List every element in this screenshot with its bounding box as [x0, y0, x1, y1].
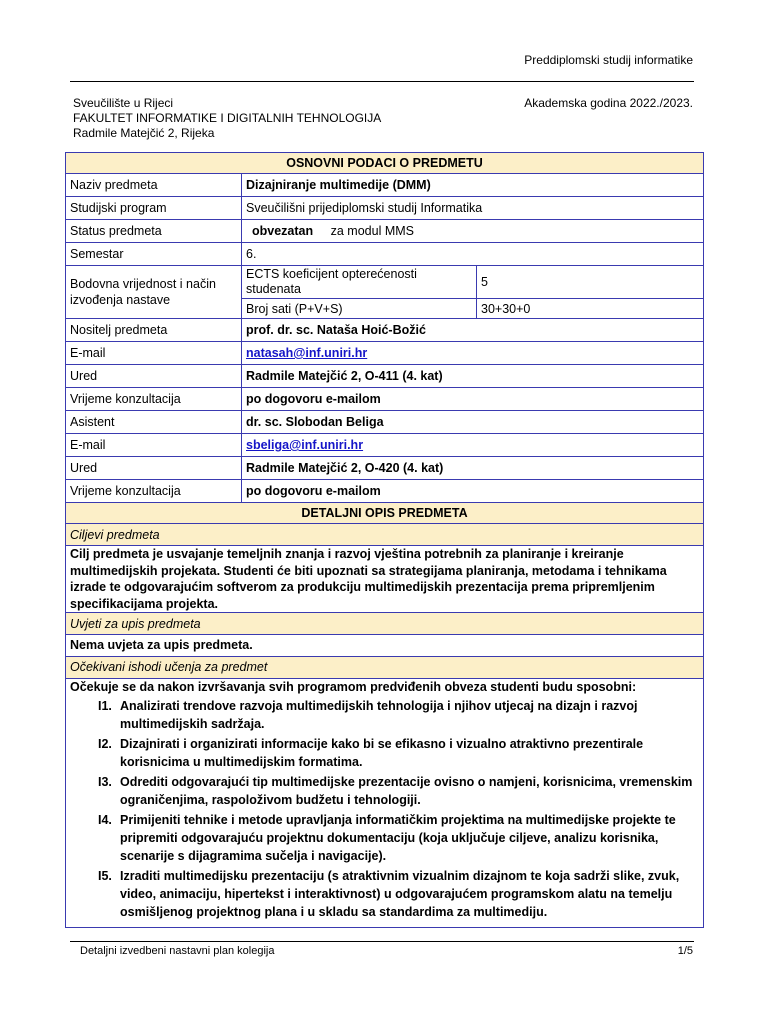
table-row — [66, 457, 704, 480]
basic-info-heading: OSNOVNI PODACI O PREDMETU — [66, 153, 704, 174]
table-row — [66, 220, 704, 243]
course-name-label: Naziv predmeta — [66, 174, 242, 197]
table-row — [66, 388, 704, 411]
outcome-number: I5. — [98, 869, 112, 883]
page-number: 1/5 — [677, 945, 693, 957]
institution-block — [73, 96, 381, 141]
assistant-email-cell — [242, 434, 704, 457]
faculty-name: FAKULTET INFORMATIKE I DIGITALNIH TEHNOLOGIJA — [73, 111, 382, 125]
outcome-number: I2. — [98, 737, 112, 751]
detail-heading: DETALJNI OPIS PREDMETA — [66, 503, 704, 524]
table-row — [66, 480, 704, 503]
status-label: Status predmeta — [66, 220, 242, 243]
prereq-label: Uvjeti za upis predmeta — [66, 613, 704, 635]
status-module: za modul MMS — [330, 224, 414, 238]
footer-divider — [70, 941, 694, 942]
outcome-number: I4. — [98, 813, 112, 827]
ects-value: 5 — [477, 266, 704, 299]
footer-title: Detaljni izvedbeni nastavni plan kolegija — [80, 945, 275, 957]
assistant-consult-label: Vrijeme konzultacija — [66, 480, 242, 503]
table-row — [66, 365, 704, 388]
assistant-label: Asistent — [66, 411, 242, 434]
assistant-name: dr. sc. Slobodan Beliga — [242, 411, 704, 434]
course-info-table — [65, 152, 704, 928]
list-item — [70, 697, 699, 733]
holder-email-label: E-mail — [66, 342, 242, 365]
table-row — [66, 342, 704, 365]
outcome-text: Analizirati trendove razvoja multimedijskih tehnologija i njihov utjecaj na dizajn i razvoj multimedijskih sadržaja. — [120, 699, 638, 731]
holder-office-label: Ured — [66, 365, 242, 388]
outcome-text: Dizajnirati i organizirati informacije kako bi se efikasno i vizualno atraktivno prezentirale korisnicima u multimedijskim formatima. — [120, 737, 644, 769]
study-program-header: Preddiplomski studij informatike — [524, 53, 693, 67]
outcomes-cell — [66, 678, 704, 928]
outcomes-list — [70, 697, 699, 921]
academic-year: Akademska godina 2022./2023. — [524, 96, 693, 110]
assistant-office-label: Ured — [66, 457, 242, 480]
semester-label: Semestar — [66, 243, 242, 266]
goals-text: Cilj predmeta je usvajanje temeljnih znanja i razvoj vještina potrebnih za planiranje i kreiranje multimedijskih projekata. Studenti će biti upoznati sa strategijama planiranja, metodama i tehnikama izrade te odgovarajućim softverom za produkciju multimedijskih prezentacija prema pripremljenim specifikacijama projekta. — [66, 546, 704, 613]
table-row — [66, 174, 704, 197]
holder-label: Nositelj predmeta — [66, 319, 242, 342]
table-row — [66, 411, 704, 434]
status-mandatory: obvezatan — [252, 224, 314, 238]
holder-consult: po dogovoru e-mailom — [242, 388, 704, 411]
outcomes-label: Očekivani ishodi učenja za predmet — [66, 656, 704, 678]
outcome-text: Primijeniti tehnike i metode upravljanja informatičkim projektima na multimedijske projekte te pripremiti odgovarajuću projektnu dokumentaciju (koja uključuje ciljeve, analizu korisnika, scenarije s dijagramima sučelja i navigacije). — [120, 813, 676, 863]
status-value — [242, 220, 704, 243]
university-name: Sveučilište u Rijeci — [73, 96, 174, 110]
holder-email-cell — [242, 342, 704, 365]
assistant-email-label: E-mail — [66, 434, 242, 457]
assistant-consult: po dogovoru e-mailom — [242, 480, 704, 503]
ects-group-label: Bodovna vrijednost i način izvođenja nastave — [66, 266, 242, 319]
program-value: Sveučilišni prijediplomski studij Informatika — [242, 197, 704, 220]
table-row — [66, 319, 704, 342]
hours-value: 30+30+0 — [477, 299, 704, 319]
goals-label: Ciljevi predmeta — [66, 524, 704, 546]
course-name: Dizajniranje multimedije (DMM) — [242, 174, 704, 197]
assistant-office: Radmile Matejčić 2, O-420 (4. kat) — [242, 457, 704, 480]
table-row — [66, 434, 704, 457]
program-label: Studijski program — [66, 197, 242, 220]
outcome-number: I3. — [98, 775, 112, 789]
table-row — [66, 266, 704, 299]
list-item — [70, 735, 699, 771]
list-item — [70, 773, 699, 809]
holder-name: prof. dr. sc. Nataša Hoić-Božić — [242, 319, 704, 342]
header-divider — [70, 81, 694, 82]
prereq-text: Nema uvjeta za upis predmeta. — [66, 635, 704, 657]
outcome-text: Izraditi multimedijsku prezentaciju (s atraktivnim vizualnim dizajnom te koja sadrži slike, zvuk, video, animaciju, hipertekst i interaktivnost) u odgovarajućem programskom alatu na temelju osmišljenog projektnog plana i u skladu sa standardima za multimediju. — [120, 869, 680, 919]
ects-label: ECTS koeficijent opterećenosti studenata — [242, 266, 477, 299]
faculty-address: Radmile Matejčić 2, Rijeka — [73, 126, 215, 140]
outcome-text: Odrediti odgovarajući tip multimedijske prezentacije ovisno o namjeni, korisnicima, vremenskim ograničenjima, raspoloživom budžetu i tehnologiji. — [120, 775, 693, 807]
table-row — [66, 197, 704, 220]
holder-email-link[interactable]: natasah@inf.uniri.hr — [246, 346, 368, 360]
hours-label: Broj sati (P+V+S) — [242, 299, 477, 319]
holder-consult-label: Vrijeme konzultacija — [66, 388, 242, 411]
holder-office: Radmile Matejčić 2, O-411 (4. kat) — [242, 365, 704, 388]
table-row — [66, 243, 704, 266]
list-item — [70, 867, 699, 921]
assistant-email-link[interactable]: sbeliga@inf.uniri.hr — [246, 438, 364, 452]
outcomes-intro: Očekuje se da nakon izvršavanja svih programom predviđenih obveza studenti budu sposobni: — [70, 679, 637, 694]
outcome-number: I1. — [98, 699, 112, 713]
list-item — [70, 811, 699, 865]
semester-value: 6. — [242, 243, 704, 266]
